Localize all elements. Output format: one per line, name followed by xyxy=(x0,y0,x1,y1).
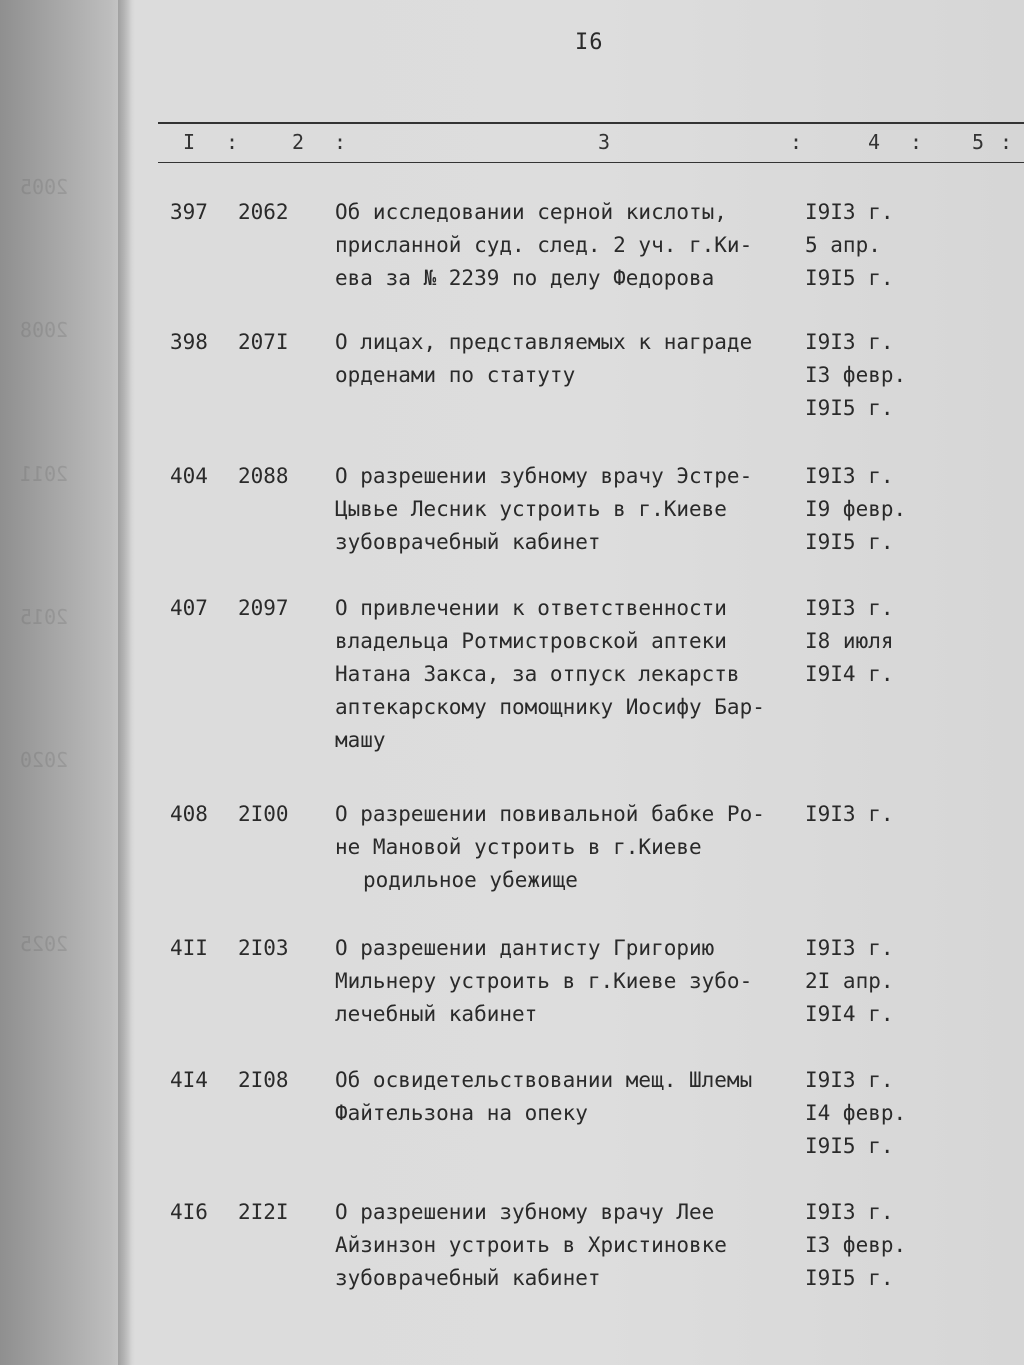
case-date-line: I9I5 г. xyxy=(805,1134,894,1158)
case-date-line: I9I3 г. xyxy=(805,200,894,224)
case-dates xyxy=(805,1196,906,1295)
entry-number: 398 xyxy=(170,330,208,354)
bleed-through-mark: 2005 xyxy=(20,175,69,199)
case-date-line: I9I3 г. xyxy=(805,596,894,620)
case-title xyxy=(335,932,752,1031)
column-header-2: 2 xyxy=(292,130,305,154)
case-number: 2062 xyxy=(238,200,289,224)
case-date-line: I9I5 г. xyxy=(805,530,894,554)
case-dates xyxy=(805,326,906,425)
case-date-line: I3 февр. xyxy=(805,363,907,387)
page-binding-shadow xyxy=(118,0,132,1365)
header-rule-bottom xyxy=(158,162,1024,163)
case-title-line: Цывье Лесник устроить в г.Киеве xyxy=(335,497,727,521)
case-date-line: I9I3 г. xyxy=(805,330,894,354)
entry-number: 397 xyxy=(170,200,208,224)
case-dates xyxy=(805,592,894,691)
case-title xyxy=(335,326,752,392)
case-title xyxy=(335,1064,752,1130)
case-date-line: 2I апр. xyxy=(805,969,894,993)
case-date-line: I9I4 г. xyxy=(805,1002,894,1026)
case-number: 2I00 xyxy=(238,802,289,826)
case-date-line: I9I3 г. xyxy=(805,1200,894,1224)
case-title xyxy=(335,460,752,559)
case-title-line: машу xyxy=(335,728,386,752)
case-number: 2088 xyxy=(238,464,289,488)
case-number: 2I08 xyxy=(238,1068,289,1092)
case-title-line: О привлечении к ответственности xyxy=(335,596,727,620)
case-title-line: Айзинзон устроить в Христиновке xyxy=(335,1233,727,1257)
entry-number: 408 xyxy=(170,802,208,826)
case-date-line: I9I4 г. xyxy=(805,662,894,686)
column-header-3: 3 xyxy=(598,130,611,154)
entry-number: 407 xyxy=(170,596,208,620)
column-separator: : xyxy=(910,130,923,154)
case-title-line: лечебный кабинет xyxy=(335,1002,538,1026)
case-title xyxy=(335,1196,727,1295)
case-date-line: I9I5 г. xyxy=(805,266,894,290)
case-date-line: I9 февр. xyxy=(805,497,907,521)
case-title-line: ева за № 2239 по делу Федорова xyxy=(335,266,715,290)
case-number: 2I2I xyxy=(238,1200,289,1224)
case-dates xyxy=(805,1064,906,1163)
case-dates xyxy=(805,460,906,559)
case-date-line: 5 апр. xyxy=(805,233,881,257)
column-header-4: 4 xyxy=(868,130,881,154)
case-title-line: О лицах, представляемых к награде xyxy=(335,330,753,354)
case-dates xyxy=(805,798,894,831)
case-title-line: Натана Закса, за отпуск лекарств xyxy=(335,662,740,686)
column-separator: : xyxy=(790,130,803,154)
case-title-line: Файтельзона на опеку xyxy=(335,1101,588,1125)
entry-number: 4I4 xyxy=(170,1068,208,1092)
case-title-line: зубоврачебный кабинет xyxy=(335,1266,601,1290)
case-title-line: Об освидетельствовании мещ. Шлемы xyxy=(335,1068,753,1092)
case-title-line: владельца Ротмистровской аптеки xyxy=(335,629,727,653)
case-date-line: I9I5 г. xyxy=(805,396,894,420)
case-dates xyxy=(805,932,894,1031)
case-title xyxy=(335,592,765,757)
case-title xyxy=(335,798,765,897)
case-title-line: О разрешении зубному врачу Эстре- xyxy=(335,464,753,488)
case-title-line: О разрешении дантисту Григорию xyxy=(335,936,715,960)
case-date-line: I9I3 г. xyxy=(805,936,894,960)
case-number: 2I03 xyxy=(238,936,289,960)
case-title-line: О разрешении повивальной бабке Ро- xyxy=(335,802,765,826)
bleed-through-mark: 2015 xyxy=(20,605,69,629)
bleed-through-mark: 2011 xyxy=(20,462,69,486)
case-dates xyxy=(805,196,894,295)
case-number: 207I xyxy=(238,330,289,354)
page-number: I6 xyxy=(575,30,604,55)
case-title-line: орденами по статуту xyxy=(335,363,576,387)
case-title-line: родильное убежище xyxy=(363,868,578,892)
case-date-line: I9I3 г. xyxy=(805,1068,894,1092)
case-title-line: зубоврачебный кабинет xyxy=(335,530,601,554)
case-title xyxy=(335,196,752,295)
case-date-line: I4 февр. xyxy=(805,1101,907,1125)
entry-number: 404 xyxy=(170,464,208,488)
bleed-through-mark: 2025 xyxy=(20,932,69,956)
case-date-line: I9I3 г. xyxy=(805,802,894,826)
bleed-through-mark: 2020 xyxy=(20,748,69,772)
column-header-5: 5 xyxy=(972,130,985,154)
case-title-line: Об исследовании серной кислоты, xyxy=(335,200,727,224)
case-title-line: не Мановой устроить в г.Киеве xyxy=(335,835,702,859)
case-title-line: присланной суд. след. 2 уч. г.Ки- xyxy=(335,233,753,257)
case-title-line: О разрешении зубному врачу Лее xyxy=(335,1200,715,1224)
case-date-line: I9I3 г. xyxy=(805,464,894,488)
entry-number: 4II xyxy=(170,936,208,960)
case-date-line: I3 февр. xyxy=(805,1233,907,1257)
column-separator: : xyxy=(334,130,347,154)
case-title-line: аптекарскому помощнику Иосифу Бар- xyxy=(335,695,765,719)
column-header-1: I xyxy=(183,130,196,154)
entry-number: 4I6 xyxy=(170,1200,208,1224)
case-date-line: I9I5 г. xyxy=(805,1266,894,1290)
bleed-through-mark: 2008 xyxy=(20,318,69,342)
case-title-line: Мильнеру устроить в г.Киеве зубо- xyxy=(335,969,753,993)
column-separator: : xyxy=(226,130,239,154)
column-separator: : xyxy=(1000,130,1013,154)
header-rule-top xyxy=(158,122,1024,124)
case-number: 2097 xyxy=(238,596,289,620)
case-date-line: I8 июля xyxy=(805,629,894,653)
